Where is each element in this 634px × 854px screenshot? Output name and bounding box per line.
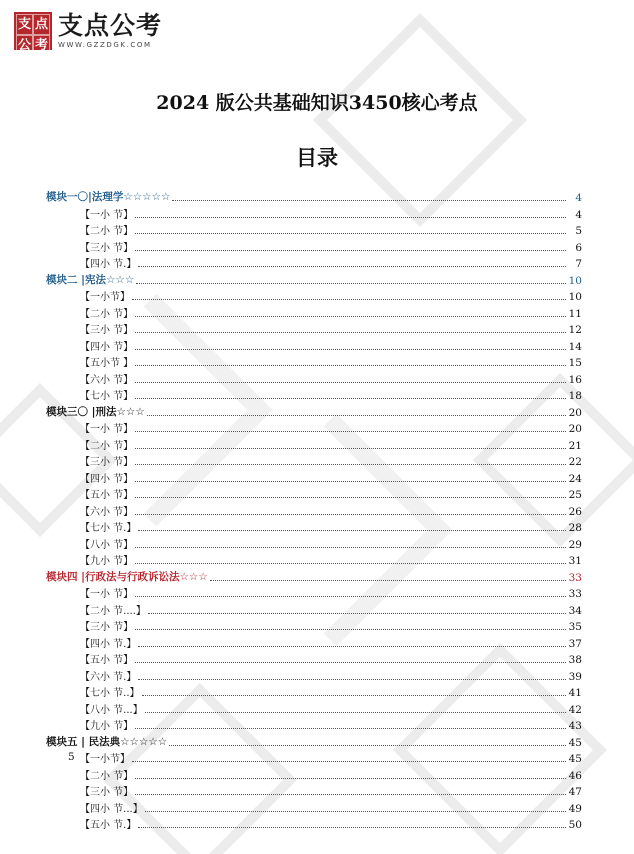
logo-text bbox=[58, 12, 162, 49]
toc-entry-label: 【五小 节】 bbox=[80, 490, 134, 501]
toc-entry-label: 【三小 节】 bbox=[80, 622, 134, 633]
toc-entry-label: 【一小 节】 bbox=[80, 424, 134, 435]
toc-page-number: 43 bbox=[568, 720, 582, 732]
toc-page-number: 16 bbox=[568, 373, 582, 386]
toc-dot-leader bbox=[132, 299, 566, 300]
toc-section-entry[interactable] bbox=[80, 337, 582, 353]
toc-entry-label: 【五小 节】 bbox=[80, 655, 134, 666]
toc-page-number: 12 bbox=[568, 324, 582, 336]
document-title: 2024 版公共基础知识3450核心考点 bbox=[156, 92, 478, 114]
toc-module-entry[interactable] bbox=[46, 568, 582, 584]
toc-entry-label: 【二小 节】 bbox=[80, 308, 134, 320]
toc-page-number: 37 bbox=[568, 637, 582, 650]
toc-entry-label: 【七小 节】 bbox=[80, 391, 134, 402]
toc-dot-leader bbox=[135, 431, 566, 432]
logo-seal bbox=[14, 12, 52, 53]
toc-section-entry[interactable] bbox=[80, 584, 582, 600]
toc-entry-label: 模块五 | 民法典☆☆☆☆☆ bbox=[46, 735, 168, 748]
toc-dot-leader bbox=[135, 514, 566, 515]
toc-entry-label: 【三小 节】 bbox=[80, 242, 134, 254]
toc-entry-label: 【二小 节】 bbox=[80, 440, 134, 452]
toc-page-number: 10 bbox=[568, 291, 582, 303]
toc-page-number: 18 bbox=[568, 390, 582, 402]
toc-entry-label: 【四小 节】 bbox=[80, 341, 134, 353]
seal-char: 点 bbox=[33, 14, 50, 35]
toc-dot-leader bbox=[135, 250, 566, 251]
toc-dot-leader bbox=[132, 761, 566, 762]
toc-dot-leader bbox=[138, 530, 566, 531]
toc-dot-leader bbox=[135, 332, 566, 333]
toc-dot-leader bbox=[135, 382, 566, 383]
toc-page-number: 42 bbox=[568, 703, 582, 716]
toc-page-number: 45 bbox=[568, 736, 582, 749]
toc-dot-leader bbox=[135, 464, 566, 465]
toc-page-number: 38 bbox=[568, 654, 582, 666]
toc-entry-label: 模块一〇|法理学☆☆☆☆☆ bbox=[46, 191, 171, 203]
toc-section-entry[interactable] bbox=[80, 617, 582, 633]
toc-stray-number: 5 bbox=[68, 751, 75, 763]
toc-section-entry[interactable] bbox=[80, 716, 582, 732]
toc-module-entry[interactable] bbox=[46, 188, 582, 204]
toc-page-number: 14 bbox=[568, 340, 582, 353]
toc-page-number: 33 bbox=[568, 571, 582, 584]
toc-page-number: 29 bbox=[568, 538, 582, 551]
toc-section-entry[interactable] bbox=[80, 353, 582, 369]
toc-page-number: 11 bbox=[568, 307, 582, 320]
toc-section-entry[interactable] bbox=[80, 287, 582, 303]
toc-module-entry[interactable] bbox=[46, 271, 582, 287]
toc-page-number: 21 bbox=[568, 439, 582, 452]
toc-dot-leader bbox=[138, 646, 566, 647]
toc-section-entry[interactable] bbox=[80, 304, 582, 320]
toc-module-entry[interactable] bbox=[46, 733, 582, 749]
toc-dot-leader bbox=[135, 497, 566, 498]
toc-section-entry[interactable] bbox=[80, 320, 582, 336]
toc-page-number: 20 bbox=[568, 406, 582, 419]
seal-char: 支 bbox=[16, 14, 33, 35]
toc-entry-label: 模块四 |行政法与行政诉讼法☆☆☆ bbox=[46, 570, 208, 583]
toc-section-entry[interactable] bbox=[80, 700, 582, 716]
toc-dot-leader bbox=[135, 349, 566, 350]
toc-section-entry[interactable] bbox=[80, 601, 582, 617]
toc-page-number: 31 bbox=[568, 555, 582, 567]
toc-dot-leader bbox=[135, 794, 566, 795]
toc-dot-leader bbox=[135, 233, 566, 234]
toc-section-entry[interactable] bbox=[80, 469, 582, 485]
toc-page-number: 34 bbox=[568, 604, 582, 617]
toc-entry-label: 【四小 节】 bbox=[80, 473, 134, 485]
toc-section-entry[interactable] bbox=[80, 485, 582, 501]
toc-dot-leader bbox=[135, 596, 566, 597]
toc-dot-leader bbox=[145, 712, 566, 713]
toc-dot-leader bbox=[135, 629, 566, 630]
toc-entry-label: 【七小 节.】 bbox=[80, 523, 137, 534]
toc-page-number: 47 bbox=[568, 786, 582, 798]
toc-page-number: 10 bbox=[568, 274, 582, 287]
toc-dot-leader bbox=[210, 580, 566, 581]
toc-section-entry[interactable] bbox=[80, 502, 582, 518]
toc-entry-label: 【一小节】 bbox=[80, 754, 130, 765]
toc-section-entry[interactable] bbox=[80, 436, 582, 452]
brand-url: WWW.GZZDGK.COM bbox=[58, 41, 152, 49]
toc-dot-leader bbox=[135, 217, 566, 218]
toc-dot-leader bbox=[138, 827, 566, 828]
toc-entry-label: 【二小 节】 bbox=[80, 226, 134, 237]
toc-entry-label: 【一小 节】 bbox=[80, 209, 134, 221]
toc-section-entry[interactable] bbox=[80, 419, 582, 435]
toc-section-entry[interactable] bbox=[80, 766, 582, 782]
seal-char: 考 bbox=[33, 35, 50, 56]
toc-entry-label: 【九小 节】 bbox=[80, 556, 134, 567]
toc-entry-label: 【四小 节...】 bbox=[80, 803, 143, 815]
toc-page-number: 4 bbox=[575, 192, 582, 204]
toc-section-entry[interactable] bbox=[80, 683, 582, 699]
toc-page-number: 20 bbox=[568, 423, 582, 435]
toc-section-entry[interactable] bbox=[80, 238, 582, 254]
toc-entry-label: 【四小 节.】 bbox=[80, 638, 137, 650]
toc-heading: 目录 bbox=[296, 146, 338, 170]
toc-section-entry[interactable] bbox=[80, 452, 582, 468]
toc-section-entry[interactable] bbox=[80, 749, 582, 765]
toc-entry-label: 【一小节】 bbox=[80, 292, 130, 303]
toc-dot-leader bbox=[172, 200, 566, 201]
toc-entry-label: 【五小节 】 bbox=[80, 358, 134, 369]
toc-entry-label: 模块三〇 |刑法☆☆☆ bbox=[46, 405, 145, 418]
toc-section-entry[interactable] bbox=[80, 205, 582, 221]
toc-dot-leader bbox=[147, 415, 566, 416]
toc-page-number: 46 bbox=[568, 769, 582, 782]
toc-section-entry[interactable] bbox=[80, 667, 582, 683]
toc-section-entry[interactable] bbox=[80, 535, 582, 551]
toc-module-entry[interactable] bbox=[46, 403, 582, 419]
toc-section-entry[interactable] bbox=[80, 815, 582, 831]
toc-entry-label: 【三小 节】 bbox=[80, 325, 134, 336]
toc-page-number: 26 bbox=[568, 505, 582, 518]
toc-dot-leader bbox=[142, 695, 566, 696]
toc-section-entry[interactable] bbox=[80, 634, 582, 650]
toc-entry-label: 【四小 节.】 bbox=[80, 259, 137, 270]
toc-page-number: 15 bbox=[568, 357, 582, 369]
toc-dot-leader bbox=[135, 778, 566, 779]
toc-dot-leader bbox=[145, 811, 566, 812]
toc-dot-leader bbox=[138, 679, 566, 680]
toc-entry-label: 【三小 节】 bbox=[80, 457, 134, 468]
toc-page-number: 22 bbox=[568, 456, 582, 468]
toc-section-entry[interactable] bbox=[80, 386, 582, 402]
toc-dot-leader bbox=[138, 266, 566, 267]
toc-page-number: 49 bbox=[568, 802, 582, 815]
toc-section-entry[interactable] bbox=[80, 518, 582, 534]
brand-logo bbox=[14, 11, 163, 53]
toc-entry-label: 【三小 节】 bbox=[80, 787, 134, 798]
toc-dot-leader bbox=[136, 283, 566, 284]
toc-page-number: 6 bbox=[575, 241, 582, 254]
toc-entry-label: 【六小 节.】 bbox=[80, 671, 137, 683]
toc-dot-leader bbox=[135, 547, 566, 548]
toc-entry-label: 【一小 节】 bbox=[80, 589, 134, 600]
toc-page-number: 28 bbox=[568, 522, 582, 534]
toc-page-number: 4 bbox=[575, 208, 582, 221]
toc-section-entry[interactable] bbox=[80, 551, 582, 567]
toc-section-entry[interactable] bbox=[80, 370, 582, 386]
toc-page-number: 45 bbox=[568, 753, 582, 765]
toc-entry-label: 【八小 节】 bbox=[80, 539, 134, 551]
toc-dot-leader bbox=[135, 662, 566, 663]
toc-entry-label: 【二小 节】 bbox=[80, 770, 134, 782]
toc-page-number: 7 bbox=[575, 258, 582, 270]
toc-section-entry[interactable] bbox=[80, 221, 582, 237]
toc-entry-label: 【六小 节】 bbox=[80, 506, 134, 518]
toc-section-entry[interactable] bbox=[80, 650, 582, 666]
brand-name: 支点公考 bbox=[58, 11, 163, 40]
toc-dot-leader bbox=[148, 613, 566, 614]
toc-dot-leader bbox=[135, 316, 566, 317]
toc-dot-leader bbox=[135, 728, 566, 729]
toc-page-number: 24 bbox=[568, 472, 582, 485]
toc-entry-label: 【五小 节.】 bbox=[80, 820, 137, 831]
toc-entry-label: 【九小 节】 bbox=[80, 721, 134, 732]
toc-entry-label: 【六小 节】 bbox=[80, 374, 134, 386]
toc-dot-leader bbox=[135, 563, 566, 564]
toc-entry-label: 【八小 节...】 bbox=[80, 704, 143, 716]
toc-dot-leader bbox=[135, 365, 566, 366]
seal-char: 公 bbox=[16, 35, 33, 56]
toc-section-entry[interactable] bbox=[80, 799, 582, 815]
toc-dot-leader bbox=[135, 448, 566, 449]
toc-page-number: 5 bbox=[575, 225, 582, 237]
toc-dot-leader bbox=[169, 745, 566, 746]
toc-dot-leader bbox=[135, 398, 566, 399]
toc-page-number: 41 bbox=[568, 687, 582, 699]
toc-page-number: 39 bbox=[568, 670, 582, 683]
toc-page-number: 33 bbox=[568, 588, 582, 600]
toc-section-entry[interactable] bbox=[80, 254, 582, 270]
toc-entry-label: 【七小 节..】 bbox=[80, 688, 140, 699]
toc-dot-leader bbox=[135, 481, 566, 482]
toc-section-entry[interactable] bbox=[80, 782, 582, 798]
toc-page-number: 25 bbox=[568, 489, 582, 501]
toc-page-number: 35 bbox=[568, 621, 582, 633]
toc-entry-label: 模块二 |宪法☆☆☆ bbox=[46, 273, 135, 286]
toc-entry-label: 【二小 节....】 bbox=[80, 605, 146, 617]
toc-page-number: 50 bbox=[568, 819, 582, 831]
